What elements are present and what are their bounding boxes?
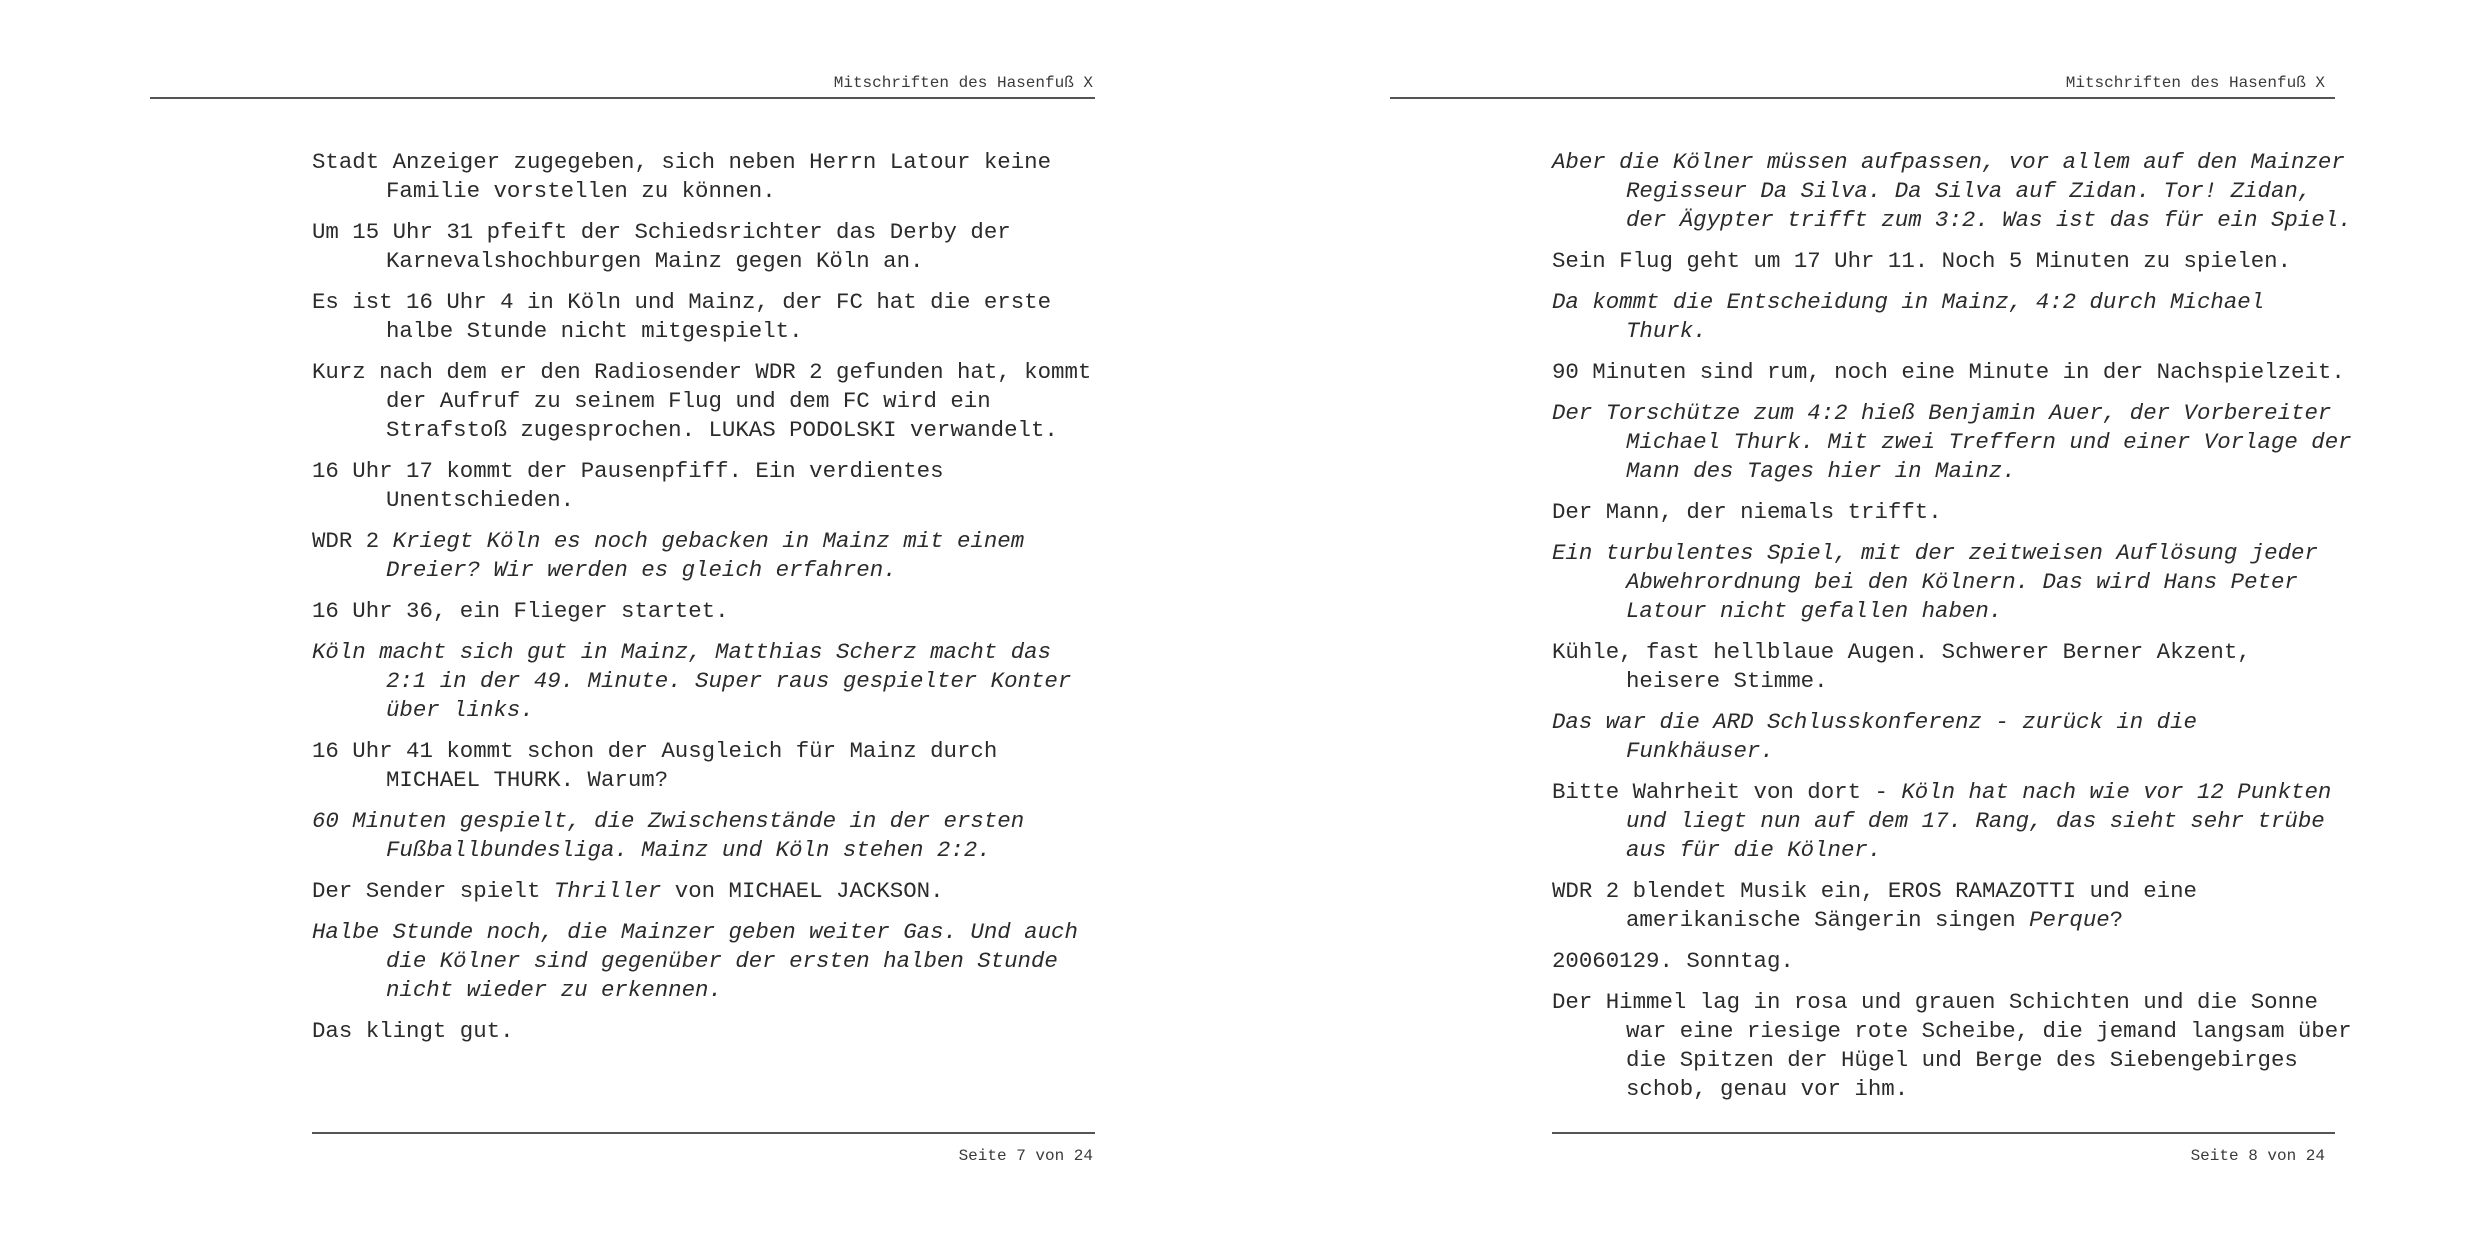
text-run: Kurz nach dem er den Radiosender WDR 2 gefunden hat, kommt der Aufruf zu seinem Flug und dem FC wird ein Strafstoß zugesprochen. LUKAS PODOLSKI verwandelt. [312,359,1092,443]
paragraph [1552,498,2352,527]
text-run: ? [2109,907,2124,933]
italic-text-run: 60 Minuten gespielt, die Zwischenstände in der ersten Fußballbundesliga. Mainz und Köln stehen 2:2. [312,808,1025,863]
text-run: Bitte Wahrheit von dort - [1552,779,1902,805]
text-run: Kühle, fast hellblaue Augen. Schwerer Berner Akzent, heisere Stimme. [1552,639,2251,694]
italic-text-run: Aber die Kölner müssen aufpassen, vor allem auf den Mainzer Regisseur Da Silva. Da Silva auf Zidan. Tor! Zidan, der Ägypter trifft zum 3:2. Was ist das für ein Spiel. [1552,149,2352,233]
italic-text-run: Der Torschütze zum 4:2 hieß Benjamin Auer, der Vorbereiter Michael Thurk. Mit zwei Treffern und einer Vorlage der Mann des Tages hier in Mainz. [1552,400,2352,484]
running-header: Mitschriften des Hasenfuß X [2065,74,2325,92]
paragraph [1552,778,2352,865]
paragraph [312,1017,1102,1046]
paragraph [312,288,1102,346]
paragraph [312,358,1102,445]
text-run: 16 Uhr 41 kommt schon der Ausgleich für Mainz durch MICHAEL THURK. Warum? [312,738,998,793]
text-run: von MICHAEL JACKSON. [661,878,944,904]
paragraph [1552,708,2352,766]
text-run: 16 Uhr 17 kommt der Pausenpfiff. Ein verdientes Unentschieden. [312,458,944,513]
text-run: WDR 2 [312,528,393,554]
italic-text-run: Da kommt die Entscheidung in Mainz, 4:2 durch Michael Thurk. [1552,289,2265,344]
text-run: WDR 2 blendet Musik ein, EROS RAMAZOTTI und eine amerikanische Sängerin singen [1552,878,2197,933]
paragraph [1552,399,2352,486]
paragraph [312,918,1102,1005]
text-run: Der Sender spielt [312,878,554,904]
paragraph [312,527,1102,585]
italic-text-run: Köln macht sich gut in Mainz, Matthias Scherz macht das 2:1 in der 49. Minute. Super raus gespielter Konter über links. [312,639,1072,723]
header-rule [1390,97,2335,99]
paragraph [1552,148,2352,235]
italic-text-run: Halbe Stunde noch, die Mainzer geben weiter Gas. Und auch die Kölner sind gegenüber der ersten halben Stunde nicht wieder zu erkennen. [312,919,1078,1003]
paragraph [1552,947,2352,976]
paragraph [1552,247,2352,276]
footer-rule [312,1132,1095,1134]
running-header: Mitschriften des Hasenfuß X [833,74,1093,92]
text-run: Um 15 Uhr 31 pfeift der Schiedsrichter das Derby der Karnevalshochburgen Mainz gegen Köln an. [312,219,1011,274]
paragraph [312,737,1102,795]
paragraph [1552,877,2352,935]
text-run: Stadt Anzeiger zugegeben, sich neben Herrn Latour keine Familie vorstellen zu können. [312,149,1052,204]
page-number: Seite 7 von 24 [958,1147,1093,1165]
paragraph [1552,358,2352,387]
page-number: Seite 8 von 24 [2190,1147,2325,1165]
text-run: Der Himmel lag in rosa und grauen Schichten und die Sonne war eine riesige rote Scheibe, die jemand langsam über die Spitzen der Hügel und Berge des Siebengebirges schob, genau vor ihm. [1552,989,2352,1102]
text-run: Das klingt gut. [312,1018,514,1044]
footer-rule [1552,1132,2335,1134]
text-run: 90 Minuten sind rum, noch eine Minute in der Nachspielzeit. [1552,359,2345,385]
text-run: 16 Uhr 36, ein Flieger startet. [312,598,729,624]
paragraph [312,877,1102,906]
paragraph [312,218,1102,276]
paragraph [1552,988,2352,1104]
paragraph [1552,288,2352,346]
italic-text-run: Thriller [553,878,662,904]
paragraph [1552,539,2352,626]
text-run: Der Mann, der niemals trifft. [1552,499,1942,525]
paragraph [1552,638,2352,696]
italic-text-run: Kriegt Köln es noch gebacken in Mainz mit einem Dreier? Wir werden es gleich erfahren. [386,528,1025,583]
page-body [312,148,1102,1058]
page-body [1552,148,2352,1116]
paragraph [312,457,1102,515]
text-run: Es ist 16 Uhr 4 in Köln und Mainz, der FC hat die erste halbe Stunde nicht mitgespielt. [312,289,1052,344]
paragraph [312,148,1102,206]
text-run: Sein Flug geht um 17 Uhr 11. Noch 5 Minuten zu spielen. [1552,248,2292,274]
italic-text-run: Köln hat nach wie vor 12 Punkten und liegt nun auf dem 17. Rang, das sieht sehr trübe aus für die Kölner. [1626,779,2332,863]
header-rule [150,97,1095,99]
italic-text-run: Das war die ARD Schlusskonferenz - zurück in die Funkhäuser. [1552,709,2197,764]
paragraph [312,807,1102,865]
paragraph [312,597,1102,626]
italic-text-run: Perque [2029,907,2110,933]
text-run: 20060129. Sonntag. [1552,948,1794,974]
italic-text-run: Ein turbulentes Spiel, mit der zeitweisen Auflösung jeder Abwehrordnung bei den Kölnern. Das wird Hans Peter Latour nicht gefallen haben. [1552,540,2318,624]
right-page [1240,0,2480,1240]
paragraph [312,638,1102,725]
